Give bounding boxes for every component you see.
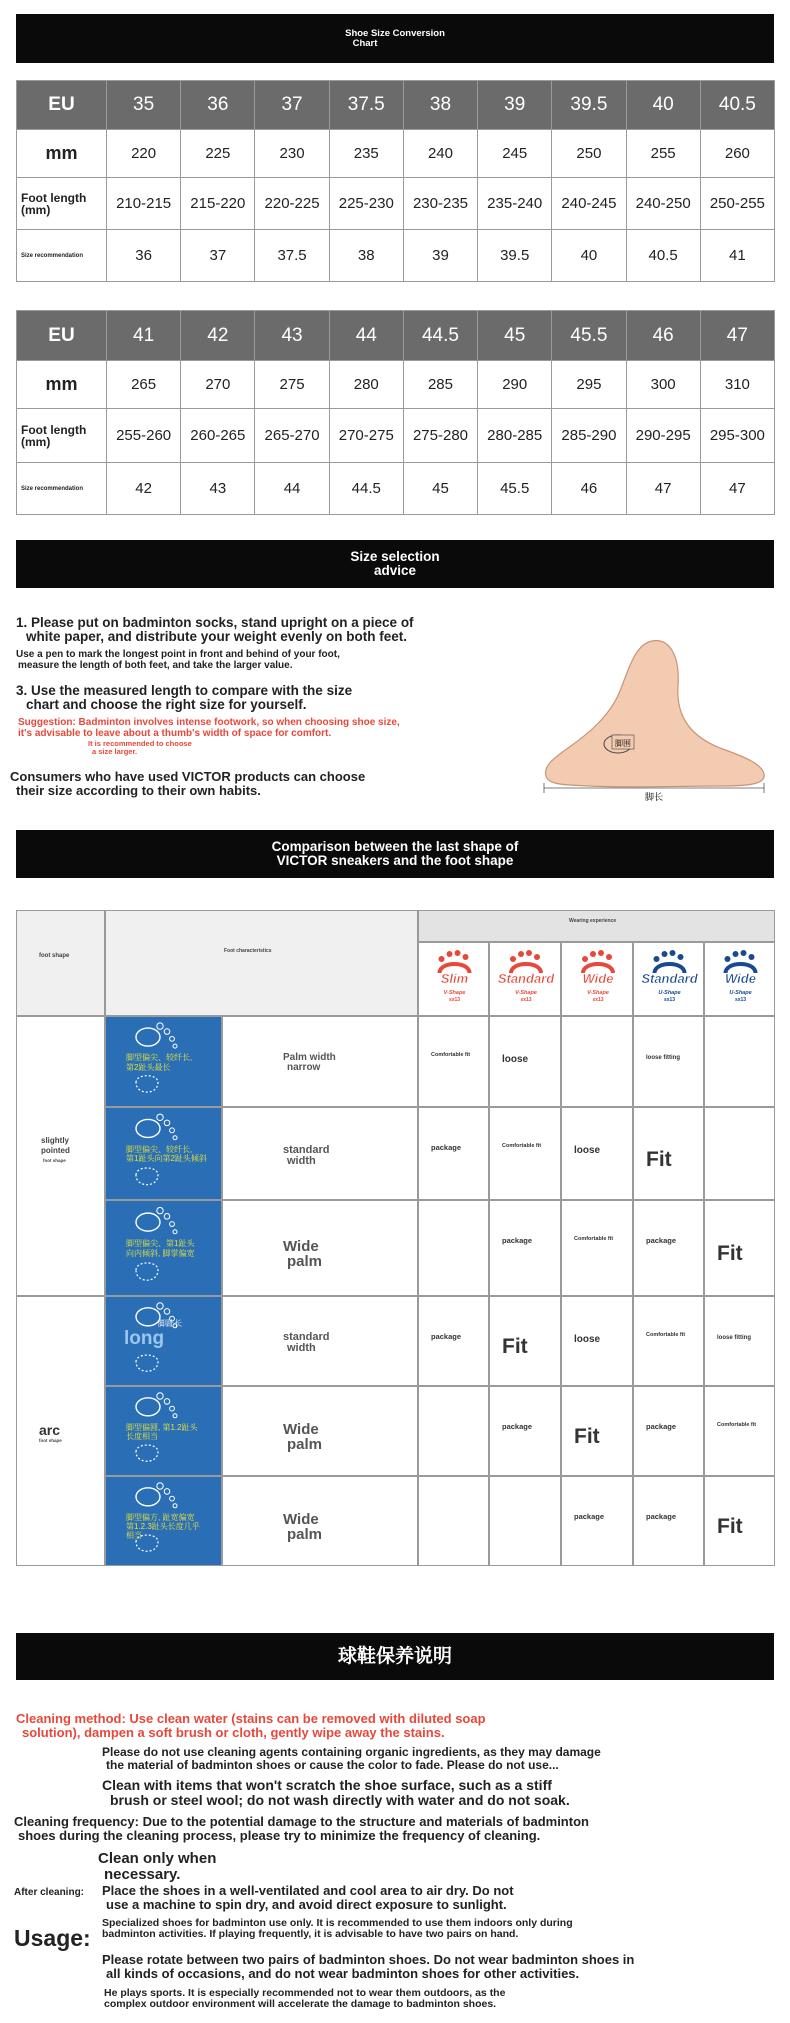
- wearing-experience-cell: [704, 1296, 775, 1386]
- table2-eu-cell: 44.5: [403, 311, 477, 361]
- wearing-experience-cell: [418, 1296, 489, 1386]
- table1-eu-cell: 39.5: [552, 81, 626, 130]
- palm-width-line: Palm width: [283, 1051, 336, 1063]
- wearing-experience-label: Comfortable fit: [431, 1052, 471, 1058]
- table2-eu-cell: 44: [329, 311, 403, 361]
- care-only-necessary: [98, 1851, 216, 1883]
- table2-foot-cell: 295-300: [700, 409, 774, 463]
- foot-characteristic-line: 第1.2.3趾头长度几乎: [126, 1522, 200, 1532]
- wearing-experience-cell: [489, 1296, 561, 1386]
- foot-characteristic-line: 第1趾头向第2趾头倾斜: [126, 1154, 207, 1164]
- care-sports-line1: He plays sports. It is especially recommended not to wear them outdoors, as the: [104, 1987, 506, 1999]
- table1-eu-cell: 37: [255, 81, 329, 130]
- last-code: sx13: [663, 997, 676, 1003]
- wearing-experience-cell: [633, 1296, 704, 1386]
- table1-mm-cell: 235: [329, 130, 403, 178]
- last-code: sx13: [734, 997, 747, 1003]
- palm-width-line: narrow: [287, 1061, 321, 1073]
- palm-width-line: width: [287, 1342, 316, 1354]
- care-after-line1: Place the shoes in a well-ventilated and cool area to air dry. Do not: [102, 1883, 514, 1898]
- palm-width-label: [283, 1053, 336, 1073]
- palm-width-cell: [222, 1386, 418, 1476]
- table1-foot-cell: 240-250: [626, 178, 700, 230]
- foot-characteristic-cn: [126, 1053, 192, 1071]
- table1-foot-cell: 215-220: [181, 178, 255, 230]
- last-logo-icon: [705, 943, 776, 1015]
- table2-foot-cell: 260-265: [181, 409, 255, 463]
- wearing-experience-cell: [418, 1386, 489, 1476]
- table1-mm-cell: 225: [181, 130, 255, 178]
- foot-characteristic-panel: [105, 1296, 222, 1386]
- table2-mm-cell: 300: [626, 361, 700, 409]
- last-header-cell: [633, 942, 704, 1016]
- table1-mm-cell: 240: [403, 130, 477, 178]
- wearing-experience-cell: [704, 1107, 775, 1200]
- care-banner: [16, 1633, 774, 1680]
- table1-eu-cell: 35: [107, 81, 181, 130]
- last-shape: U-Shape: [729, 990, 752, 996]
- wearing-experience-label: loose: [502, 1054, 529, 1065]
- foot-characteristic-cn: [126, 1513, 200, 1541]
- last-logo-icon: [562, 943, 634, 1015]
- table1-mm-cell: 230: [255, 130, 329, 178]
- table1-rec-cell: 36: [107, 230, 181, 282]
- wearing-experience-cell: [633, 1107, 704, 1200]
- wearing-experience-cell: [561, 1200, 633, 1296]
- care-rotate-line2: all kinds of occasions, and do not wear badminton shoes for other activities.: [106, 1965, 580, 1981]
- palm-width-line: standard: [283, 1143, 330, 1156]
- care-after-line2: use a machine to spin dry, and avoid direct exposure to sunlight.: [106, 1896, 507, 1912]
- care-spec-line2: badminton activities. If playing frequently, it is advisable to have two pairs on hand.: [102, 1928, 519, 1941]
- table2-rec-cell: 43: [181, 463, 255, 515]
- table2-foot-cell: 280-285: [478, 409, 552, 463]
- table2-foot-cell: 290-295: [626, 409, 700, 463]
- size-table-2: [16, 310, 775, 515]
- care-freq-line1: Cleaning frequency: Due to the potential damage to the structure and materials of badminton: [14, 1814, 589, 1829]
- palm-width-line: Wide: [283, 1238, 319, 1255]
- last-header-cell: [561, 942, 633, 1016]
- group-arc: [16, 1296, 105, 1566]
- palm-width-line: palm: [287, 1436, 323, 1453]
- table2-foot-row: [17, 409, 775, 463]
- foot-girth-label: 脚围: [615, 739, 631, 748]
- foot-characteristic-panel: [105, 1476, 222, 1566]
- table1-foot-cell: 210-215: [107, 178, 181, 230]
- last-name: Wide: [725, 971, 756, 986]
- palm-width-cell: [222, 1296, 418, 1386]
- table1-rec-cell: 41: [700, 230, 774, 282]
- advice-suggestion-line1: Suggestion: Badminton involves intense footwork, so when choosing shoe size,: [18, 717, 400, 728]
- wearing-experience-cell: [489, 1200, 561, 1296]
- advice-size-larger: [88, 740, 192, 756]
- advice-title-line2: advice: [373, 563, 417, 578]
- wearing-experience-label: Comfortable fit: [574, 1236, 614, 1242]
- size-chart-banner: [16, 14, 774, 63]
- table2-eu-cell: 41: [107, 311, 181, 361]
- palm-width-label: [283, 1512, 322, 1542]
- care-clean-line2: solution), dampen a soft brush or cloth, gently wipe away the stains.: [22, 1724, 445, 1740]
- advice-suggestion-line2: it's advisable to leave about a thumb's width of space for comfort.: [18, 727, 332, 739]
- foot-length-label: 脚长: [644, 793, 664, 803]
- foot-characteristic-line: 向内倾斜, 脚掌偏宽: [126, 1248, 195, 1258]
- advice-pen: [16, 650, 340, 671]
- wearing-experience-cell: [633, 1476, 704, 1566]
- care-freq-line2: shoes during the cleaning process, please try to minimize the frequency of cleaning.: [18, 1827, 541, 1843]
- care-only-line1: Clean only when: [98, 1850, 217, 1867]
- col-foot-char-label: Foot characteristics: [224, 948, 272, 954]
- advice-title-line1: Size selection: [350, 548, 440, 564]
- col-foot-char-header: [105, 910, 418, 1016]
- foot-characteristic-line: 脚型偏圆, 第1.2趾头: [126, 1423, 198, 1432]
- care-agents-line1: Please do not use cleaning agents containing organic ingredients, as they may damage: [102, 1745, 601, 1759]
- foot-characteristic-line: 长度相当: [126, 1432, 158, 1442]
- group2-line1: arc: [39, 1422, 61, 1438]
- last-code: sx13: [592, 997, 604, 1003]
- care-only-line2: necessary.: [104, 1865, 181, 1883]
- table1-rec-row: [17, 230, 775, 282]
- table1-eu-cell: 38: [403, 81, 477, 130]
- last-header-cell: [489, 942, 561, 1016]
- table1-eu-cell: 40.5: [700, 81, 774, 130]
- table1-foot-cell: 235-240: [478, 178, 552, 230]
- wearing-experience-cell: [561, 1107, 633, 1200]
- foot-characteristic-line: 脚型偏尖、第1趾头: [126, 1239, 195, 1249]
- table2-eu-cell: 47: [700, 311, 774, 361]
- table2-mm-cell: 275: [255, 361, 329, 409]
- table2-mm-cell: 270: [181, 361, 255, 409]
- foot-characteristic-line: 脚型偏尖、较纤长,: [126, 1053, 193, 1063]
- wearing-experience-label: loose fitting: [646, 1055, 680, 1061]
- care-frequency: [14, 1815, 589, 1842]
- care-after-label: After cleaning:: [14, 1887, 85, 1898]
- care-clean-line1: Cleaning method: Use clean water (stains can be removed with diluted soap: [16, 1711, 486, 1726]
- wearing-experience-cell: [489, 1476, 561, 1566]
- table1-rec-cell: 40: [552, 230, 626, 282]
- table2-rec-cell: 46: [552, 463, 626, 515]
- group2-line2: foot shape: [39, 1438, 62, 1443]
- table1-mm-cell: 245: [478, 130, 552, 178]
- table1-rec-cell: 37: [181, 230, 255, 282]
- palm-width-label: [283, 1239, 322, 1269]
- table1-mm-cell: 220: [107, 130, 181, 178]
- care-after: [102, 1884, 514, 1911]
- table2-rec-cell: 44.5: [329, 463, 403, 515]
- advice-step3: [16, 684, 352, 712]
- table1-foot-cell: 240-245: [552, 178, 626, 230]
- wearing-experience-label: Comfortable fit: [717, 1422, 757, 1428]
- last-logo-icon: [634, 943, 705, 1015]
- table2-foot-cell: 285-290: [552, 409, 626, 463]
- last-header-cell: [418, 942, 489, 1016]
- care-items-line1: Clean with items that won't scratch the shoe surface, such as a stiff: [102, 1777, 552, 1793]
- table2-eu-cell: 43: [255, 311, 329, 361]
- care-spec-line1: Specialized shoes for badminton use only. It is recommended to use them indoors only during: [102, 1917, 573, 1929]
- advice-size-larger-line2: a size larger.: [92, 746, 138, 756]
- wearing-experience-cell: [561, 1476, 633, 1566]
- palm-width-line: palm: [287, 1526, 323, 1543]
- last-shape: V-Shape: [515, 990, 537, 996]
- wearing-experience-label: Fit: [574, 1425, 600, 1448]
- wearing-experience-cell: [704, 1016, 775, 1107]
- size-chart-title-line2: Chart: [352, 37, 378, 49]
- palm-width-line: Wide: [283, 1511, 319, 1528]
- last-shape: V-Shape: [587, 990, 609, 996]
- table1-eu-cell: 37.5: [329, 81, 403, 130]
- group1-line1: slightly: [41, 1136, 70, 1145]
- col-wearing-label: Wearing experience: [569, 918, 617, 924]
- table2-eu-cell: 42: [181, 311, 255, 361]
- care-rotate: [102, 1953, 634, 1980]
- table2-mm-cell: 265: [107, 361, 181, 409]
- advice-pen-line1: Use a pen to mark the longest point in front and behind of your foot,: [16, 649, 340, 660]
- palm-width-label: [283, 1145, 329, 1167]
- palm-width-line: Wide: [283, 1421, 319, 1438]
- palm-width-cell: [222, 1476, 418, 1566]
- advice-victor-line1: Consumers who have used VICTOR products can choose: [10, 769, 366, 784]
- wearing-experience-label: package: [574, 1512, 605, 1521]
- foot-characteristic-panel: [105, 1200, 222, 1296]
- advice-step1-line2: white paper, and distribute your weight evenly on both feet.: [26, 629, 408, 645]
- table2-rec-cell: 44: [255, 463, 329, 515]
- wearing-experience-label: package: [646, 1422, 677, 1431]
- table1-eu-cell: 40: [626, 81, 700, 130]
- wearing-experience-label: package: [431, 1143, 462, 1152]
- care-sports-line2: complex outdoor environment will accelerate the damage to badminton shoes.: [104, 1998, 497, 2011]
- table1-rec-cell: 39: [403, 230, 477, 282]
- table2-foot-cell: 275-280: [403, 409, 477, 463]
- group-slightly-pointed: [16, 1016, 105, 1296]
- advice-banner: [16, 540, 774, 588]
- table2-mm-cell: 280: [329, 361, 403, 409]
- table2-foot-cell: 270-275: [329, 409, 403, 463]
- table1-mm-cell: 260: [700, 130, 774, 178]
- comparison-title-line1: Comparison between the last shape of: [271, 838, 519, 854]
- wearing-experience-label: Comfortable fit: [646, 1332, 686, 1338]
- table2-rec-cell: 45.5: [478, 463, 552, 515]
- table2-eu-label: EU: [17, 311, 107, 361]
- table1-foot-label: Foot length (mm): [17, 178, 107, 230]
- table2-mm-row: [17, 361, 775, 409]
- wearing-experience-label: loose fitting: [717, 1335, 751, 1341]
- palm-width-line: palm: [287, 1253, 323, 1270]
- wearing-experience-cell: [633, 1016, 704, 1107]
- table1-foot-row: [17, 178, 775, 230]
- palm-width-label: [283, 1332, 329, 1354]
- wearing-experience-cell: [633, 1200, 704, 1296]
- foot-characteristic-cn: [158, 1319, 182, 1328]
- table2-eu-cell: 46: [626, 311, 700, 361]
- table2-rec-cell: 47: [700, 463, 774, 515]
- foot-characteristic-line: 第2趾头最长: [126, 1062, 171, 1072]
- wearing-experience-label: Fit: [502, 1335, 528, 1358]
- last-name: Standard: [497, 971, 555, 986]
- palm-width-cell: [222, 1016, 418, 1107]
- advice-step3-line1: 3. Use the measured length to compare with the size: [16, 683, 353, 698]
- wearing-experience-label: Fit: [646, 1147, 672, 1171]
- table1-rec-cell: 40.5: [626, 230, 700, 282]
- group1-line2: pointed: [41, 1146, 70, 1155]
- table2-mm-label: mm: [17, 361, 107, 409]
- last-name: Slim: [440, 971, 469, 986]
- foot-characteristic-panel: [105, 1386, 222, 1476]
- size-table-1: [16, 80, 775, 282]
- table2-rec-cell: 45: [403, 463, 477, 515]
- last-logo-icon: [419, 943, 490, 1015]
- advice-suggestion: [18, 718, 400, 739]
- wearing-experience-cell: [633, 1386, 704, 1476]
- wearing-experience-cell: [418, 1107, 489, 1200]
- foot-characteristic-panel: [105, 1107, 222, 1200]
- wearing-experience-label: package: [502, 1236, 533, 1245]
- comparison-banner: [16, 830, 774, 878]
- table1-mm-label: mm: [17, 130, 107, 178]
- table2-mm-cell: 310: [700, 361, 774, 409]
- care-rotate-line1: Please rotate between two pairs of badminton shoes. Do not wear badminton shoes in: [102, 1952, 635, 1967]
- wearing-experience-label: package: [431, 1332, 462, 1341]
- wearing-experience-label: Fit: [717, 1242, 743, 1265]
- care-clean-method: [16, 1712, 486, 1739]
- palm-width-label: [283, 1422, 322, 1452]
- care-items: [102, 1778, 570, 1807]
- table2-eu-cell: 45.5: [552, 311, 626, 361]
- wearing-experience-label: Fit: [717, 1515, 743, 1538]
- palm-width-line: width: [287, 1154, 316, 1167]
- care-items-line2: brush or steel wool; do not wash directly with water and do not soak.: [110, 1791, 570, 1808]
- wearing-experience-cell: [489, 1016, 561, 1107]
- foot-characteristic-line: 脚型偏方, 趾宽偏宽: [126, 1513, 195, 1522]
- wearing-experience-cell: [418, 1016, 489, 1107]
- last-name: Standard: [641, 971, 698, 986]
- advice-step3-line2: chart and choose the right size for yourself.: [26, 697, 307, 713]
- last-shape: V-Shape: [443, 990, 466, 996]
- wearing-experience-cell: [704, 1386, 775, 1476]
- wearing-experience-cell: [418, 1476, 489, 1566]
- foot-characteristic-cn: [126, 1423, 198, 1441]
- table2-foot-label: Foot length (mm): [17, 409, 107, 463]
- table1-foot-cell: 225-230: [329, 178, 403, 230]
- group1-line3: foot shape: [43, 1158, 66, 1163]
- table1-eu-row: [17, 81, 775, 130]
- table2-mm-cell: 290: [478, 361, 552, 409]
- wearing-experience-cell: [489, 1386, 561, 1476]
- last-name: Wide: [582, 971, 614, 986]
- foot-characteristic-cn: [126, 1239, 194, 1257]
- foot-characteristic-line: 脚型偏尖、较纤长,: [126, 1145, 193, 1155]
- long-toe-label: long: [124, 1327, 165, 1349]
- last-header-cell: [704, 942, 775, 1016]
- wearing-experience-label: package: [502, 1422, 533, 1431]
- foot-measurement-illustration: [540, 636, 770, 803]
- table2-foot-cell: 265-270: [255, 409, 329, 463]
- comparison-grid: [16, 910, 775, 1566]
- comparison-title-line2: VICTOR sneakers and the foot shape: [276, 853, 514, 868]
- table1-rec-label: Size recommendation: [17, 230, 107, 282]
- table2-rec-cell: 47: [626, 463, 700, 515]
- table1-eu-cell: 36: [181, 81, 255, 130]
- col-wearing-header: [418, 910, 775, 942]
- table1-rec-cell: 38: [329, 230, 403, 282]
- care-specialized: [102, 1918, 573, 1940]
- advice-victor: [10, 770, 365, 797]
- wearing-experience-label: package: [646, 1512, 677, 1521]
- table1-rec-cell: 39.5: [478, 230, 552, 282]
- table2-rec-row: [17, 463, 775, 515]
- advice-step1-line1: 1. Please put on badminton socks, stand upright on a piece of: [16, 615, 414, 630]
- table1-mm-row: [17, 130, 775, 178]
- last-logo-icon: [490, 943, 562, 1015]
- table2-eu-row: [17, 311, 775, 361]
- table1-eu-cell: 39: [478, 81, 552, 130]
- wearing-experience-cell: [561, 1386, 633, 1476]
- foot-characteristic-panel: [105, 1016, 222, 1107]
- care-title: 球鞋保养说明: [337, 1644, 452, 1667]
- wearing-experience-cell: [561, 1016, 633, 1107]
- table2-eu-cell: 45: [478, 311, 552, 361]
- table2-mm-cell: 285: [403, 361, 477, 409]
- table2-foot-cell: 255-260: [107, 409, 181, 463]
- last-shape: U-Shape: [658, 990, 681, 996]
- table1-foot-cell: 230-235: [403, 178, 477, 230]
- advice-victor-line2: their size according to their own habits.: [16, 782, 261, 798]
- wearing-experience-label: loose: [574, 1334, 601, 1345]
- care-usage-label: Usage:: [14, 1925, 91, 1951]
- advice-step1: [16, 616, 414, 644]
- table2-rec-label: Size recommendation: [17, 463, 107, 515]
- advice-pen-line2: measure the length of both feet, and take the larger value.: [18, 659, 293, 671]
- wearing-experience-label: Comfortable fit: [502, 1143, 542, 1149]
- wearing-experience-cell: [489, 1107, 561, 1200]
- col-foot-shape-header: [16, 910, 105, 1016]
- wearing-experience-cell: [704, 1476, 775, 1566]
- table1-mm-cell: 255: [626, 130, 700, 178]
- table1-foot-cell: 220-225: [255, 178, 329, 230]
- palm-width-cell: [222, 1200, 418, 1296]
- table1-foot-cell: 250-255: [700, 178, 774, 230]
- table1-mm-cell: 250: [552, 130, 626, 178]
- wearing-experience-cell: [418, 1200, 489, 1296]
- wearing-experience-label: package: [646, 1236, 677, 1245]
- care-agents: [102, 1746, 601, 1771]
- table2-rec-cell: 42: [107, 463, 181, 515]
- wearing-experience-cell: [704, 1200, 775, 1296]
- last-code: sx13: [448, 997, 461, 1003]
- foot-characteristic-cn: [126, 1145, 207, 1163]
- palm-width-cell: [222, 1107, 418, 1200]
- advice-size-larger-line1: It is recommended to choose: [88, 739, 192, 748]
- wearing-experience-label: loose: [574, 1145, 601, 1156]
- foot-characteristic-line: 相当: [126, 1531, 142, 1541]
- care-sports: [104, 1988, 505, 2010]
- table1-rec-cell: 37.5: [255, 230, 329, 282]
- care-agents-line2: the material of badminton shoes or cause the color to fade. Please do not use...: [106, 1757, 559, 1772]
- wearing-experience-cell: [561, 1296, 633, 1386]
- col-foot-shape-label: foot shape: [39, 953, 70, 959]
- last-code: sx13: [520, 997, 532, 1003]
- size-chart-title-line1: Shoe Size Conversion: [345, 27, 445, 39]
- table2-mm-cell: 295: [552, 361, 626, 409]
- table1-eu-label: EU: [17, 81, 107, 130]
- foot-characteristic-line: 脚趾长: [158, 1318, 182, 1328]
- palm-width-line: standard: [283, 1331, 330, 1343]
